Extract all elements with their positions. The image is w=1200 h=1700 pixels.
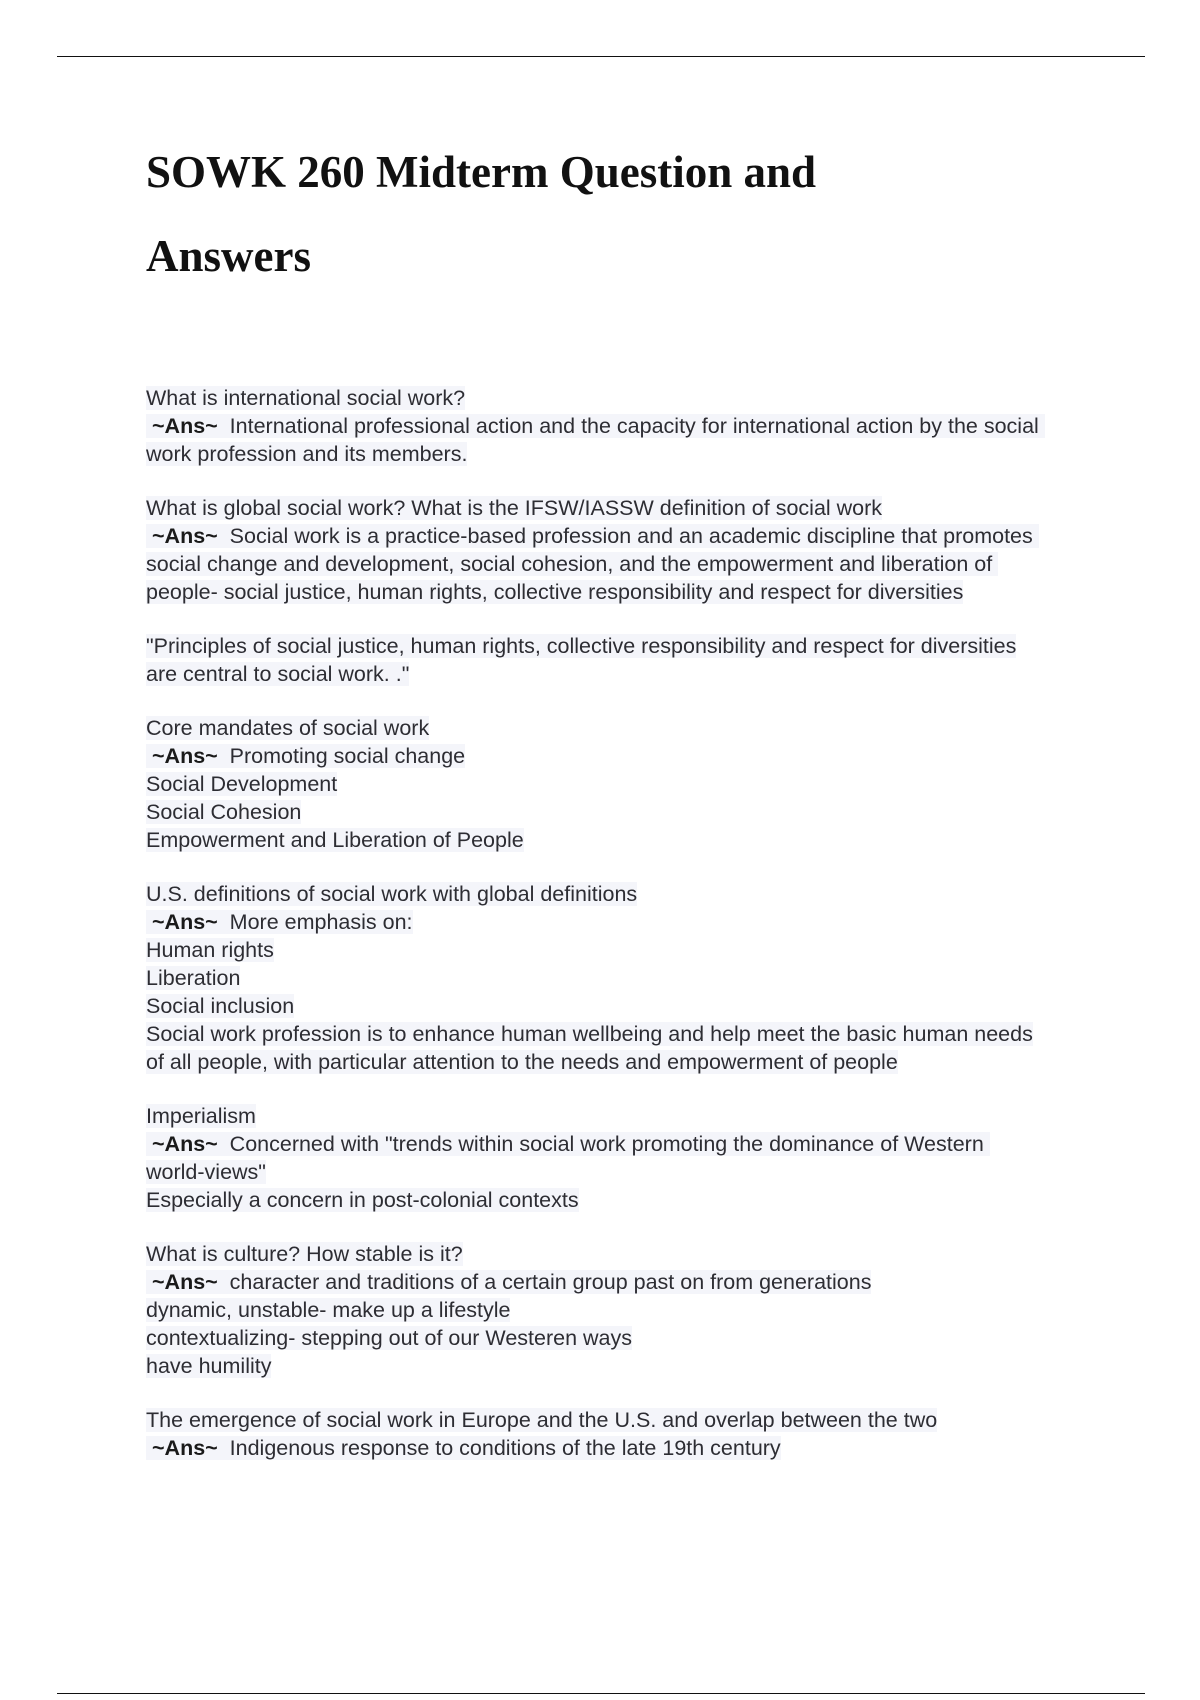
qa-item	[146, 1102, 1046, 1214]
answer-extra-line: Liberation	[146, 966, 241, 990]
bottom-rule	[57, 1693, 1145, 1694]
answer-extra-line: Social inclusion	[146, 994, 295, 1018]
answer-text: Social work is a practice-based profession and an academic discipline that promotes social change and development, social cohesion, and the empowerment and liberation of people- social justice, human rights, collective responsibility and respect for diversities	[146, 524, 1039, 604]
qa-item	[146, 714, 1046, 854]
question-text: Imperialism	[146, 1104, 256, 1128]
answer-marker: ~Ans~	[146, 414, 218, 438]
answer-line	[146, 412, 1046, 468]
title-line-1: SOWK 260 Midterm Question and	[146, 147, 817, 197]
answer-marker: ~Ans~	[146, 744, 218, 768]
question-text: U.S. definitions of social work with global definitions	[146, 882, 638, 906]
answer-extra-line: Human rights	[146, 938, 274, 962]
answer-text: Promoting social change	[229, 744, 466, 768]
document-title	[146, 130, 1046, 298]
answer-text: International professional action and the capacity for international action by the social work profession and its members.	[146, 414, 1045, 466]
answer-line	[146, 742, 1046, 770]
answer-marker: ~Ans~	[146, 1132, 218, 1156]
answer-text: More emphasis on:	[229, 910, 413, 934]
answer-line	[146, 1130, 1046, 1186]
question-text: What is culture? How stable is it?	[146, 1242, 463, 1266]
answer-extra-line: Social Cohesion	[146, 800, 302, 824]
quote-text: "Principles of social justice, human rights, collective responsibility and respect for diversities are central to social work. ."	[146, 634, 1017, 686]
question-text: What is global social work? What is the IFSW/IASSW definition of social work	[146, 496, 883, 520]
answer-marker: ~Ans~	[146, 910, 218, 934]
title-line-2: Answers	[146, 231, 311, 281]
answer-extra-line: dynamic, unstable- make up a lifestyle	[146, 1298, 511, 1322]
top-rule	[57, 56, 1145, 57]
qa-item	[146, 494, 1046, 606]
answer-extra-line: Social work profession is to enhance human wellbeing and help meet the basic human needs of all people, with particular attention to the needs and empowerment of people	[146, 1022, 1033, 1074]
answer-line	[146, 1268, 1046, 1296]
answer-marker: ~Ans~	[146, 1436, 218, 1460]
answer-line	[146, 908, 1046, 936]
question-text: The emergence of social work in Europe and the U.S. and overlap between the two	[146, 1408, 938, 1432]
question-text: Core mandates of social work	[146, 716, 430, 740]
qa-list	[146, 384, 1046, 1488]
answer-marker: ~Ans~	[146, 1270, 218, 1294]
quote-block	[146, 632, 1046, 688]
answer-extra-line: have humility	[146, 1354, 272, 1378]
answer-marker: ~Ans~	[146, 524, 218, 548]
qa-item	[146, 1240, 1046, 1380]
answer-line	[146, 522, 1046, 606]
qa-item	[146, 384, 1046, 468]
qa-item	[146, 1406, 1046, 1462]
answer-extra-line: Especially a concern in post-colonial contexts	[146, 1188, 579, 1212]
answer-text: Indigenous response to conditions of the late 19th century	[229, 1436, 781, 1460]
question-text: What is international social work?	[146, 386, 466, 410]
answer-extra-line: Empowerment and Liberation of People	[146, 828, 524, 852]
answer-extra-line: contextualizing- stepping out of our Westeren ways	[146, 1326, 633, 1350]
answer-extra-line: Social Development	[146, 772, 338, 796]
answer-line	[146, 1434, 1046, 1462]
answer-text: Concerned with "trends within social work promoting the dominance of Western world-views"	[146, 1132, 990, 1184]
qa-item	[146, 880, 1046, 1076]
answer-text: character and traditions of a certain group past on from generations	[229, 1270, 872, 1294]
